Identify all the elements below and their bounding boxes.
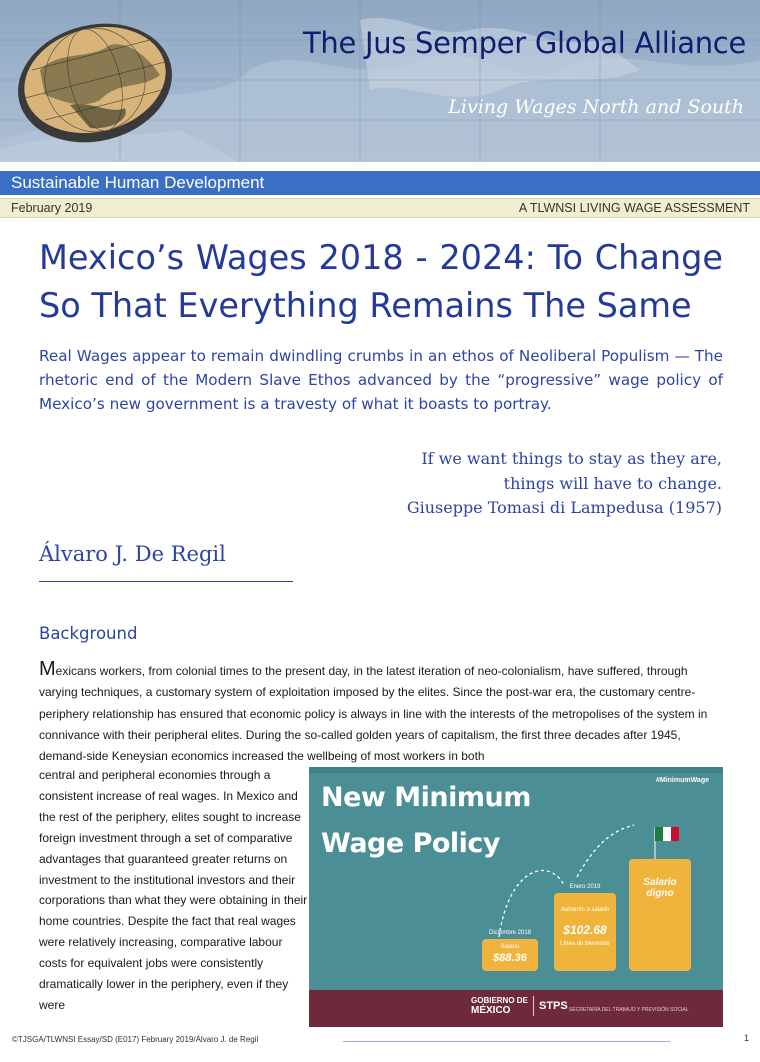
- author-divider: [39, 581, 293, 582]
- bar-value: $102.68: [563, 923, 607, 937]
- hashtag: #MinimumWage: [655, 777, 709, 784]
- gov-line: MÉXICO: [471, 1005, 511, 1016]
- footer-credit: ©TJSGA/TLWNSI Essay/SD (E017) February 2019/Álvaro J. de Regil: [12, 1035, 259, 1044]
- publication-date: February 2019: [11, 201, 93, 215]
- bar-note: Línea de bienestar: [560, 941, 610, 947]
- bar-month-label: Enero 2019: [569, 884, 601, 890]
- government-logo: [471, 996, 528, 1016]
- epigraph-line: things will have to change.: [503, 473, 722, 493]
- epigraph-line: If we want things to stay as they are,: [421, 449, 722, 468]
- article-title: Mexico’s Wages 2018 - 2024: To Change So That Everything Remains The Same: [39, 238, 723, 325]
- epigraph: [407, 447, 722, 521]
- infographic-title-line: Wage Policy: [321, 828, 501, 859]
- date-bar: [0, 198, 760, 218]
- bar-value: $88.36: [493, 952, 527, 964]
- world-map-graphic: [0, 0, 760, 162]
- infographic-title-line: New Minimum: [321, 782, 531, 813]
- agency-logo: STPS: [533, 996, 568, 1016]
- dashed-arrow: [577, 825, 634, 877]
- body-paragraph: [39, 659, 723, 767]
- bar-caption: Salario: [500, 944, 520, 950]
- paragraph-text: exicans workers, from colonial times to the present day, in the latest iteration of neo-colonialism, have suffered, through varying techniques, a customary system of exploitation imposed by the elites. Since the post-war era, the customary centre-periphery relationship has ensured that economic policy is always in line with the interests of the metropolises of the system in connivance with their peripheral elites. During the so-called golden years of capitalism, the first three decades after 1945, demand-side Keneysian economics increased the wellbeing of most workers in both: [39, 664, 708, 764]
- bar-caption: Aumento a salario: [560, 907, 610, 913]
- bar-value: Salario digno: [643, 877, 677, 899]
- article-subtitle: Real Wages appear to remain dwindling crumbs in an ethos of Neoliberal Populism — The rhetoric end of the Modern Slave Ethos advanced by the “progressive” wage policy of Mexico’s new government is a travesty of what it boasts to portray.: [39, 347, 723, 413]
- author-name: Álvaro J. De Regil: [39, 542, 226, 566]
- mexico-flag-icon: [655, 827, 679, 859]
- bar-month-label: Diciembre 2018: [488, 930, 532, 936]
- bar-living-wage: [629, 859, 691, 971]
- minimum-wage-infographic: [309, 767, 723, 1027]
- page-number: 1: [743, 1033, 749, 1043]
- alliance-tagline: Living Wages North and South: [448, 96, 744, 118]
- assessment-label: A TLWNSI LIVING WAGE ASSESSMENT: [518, 201, 750, 215]
- epigraph-attribution: Giuseppe Tomasi di Lampedusa (1957): [406, 498, 722, 517]
- header-banner: [0, 0, 760, 162]
- body-paragraph-wrapped: central and peripheral economies through a consistent increase of real wages. In Mexico and the rest of the periphery, elites sought to increase foreign investment through a set of comparative advantages that guaranteed greater returns on investment to the institutional investors and their corporations than what they were obtaining in their home countries. Despite the fact that real wages were relatively increasing, comparative labour costs for equivalent jobs were consistently dramatically lower in the periphery, even if they were: [39, 768, 308, 1012]
- gov-line: GOBIERNO DE: [471, 996, 528, 1005]
- series-bar: Sustainable Human Development: [0, 171, 760, 195]
- agency-subtitle: SECRETARÍA DEL TRABAJO Y PREVISIÓN SOCIAL: [569, 1007, 689, 1013]
- section-heading: Background: [39, 624, 138, 643]
- drop-cap: M: [39, 658, 56, 680]
- footer-divider: [343, 1041, 670, 1042]
- alliance-title: The Jus Semper Global Alliance: [303, 26, 746, 60]
